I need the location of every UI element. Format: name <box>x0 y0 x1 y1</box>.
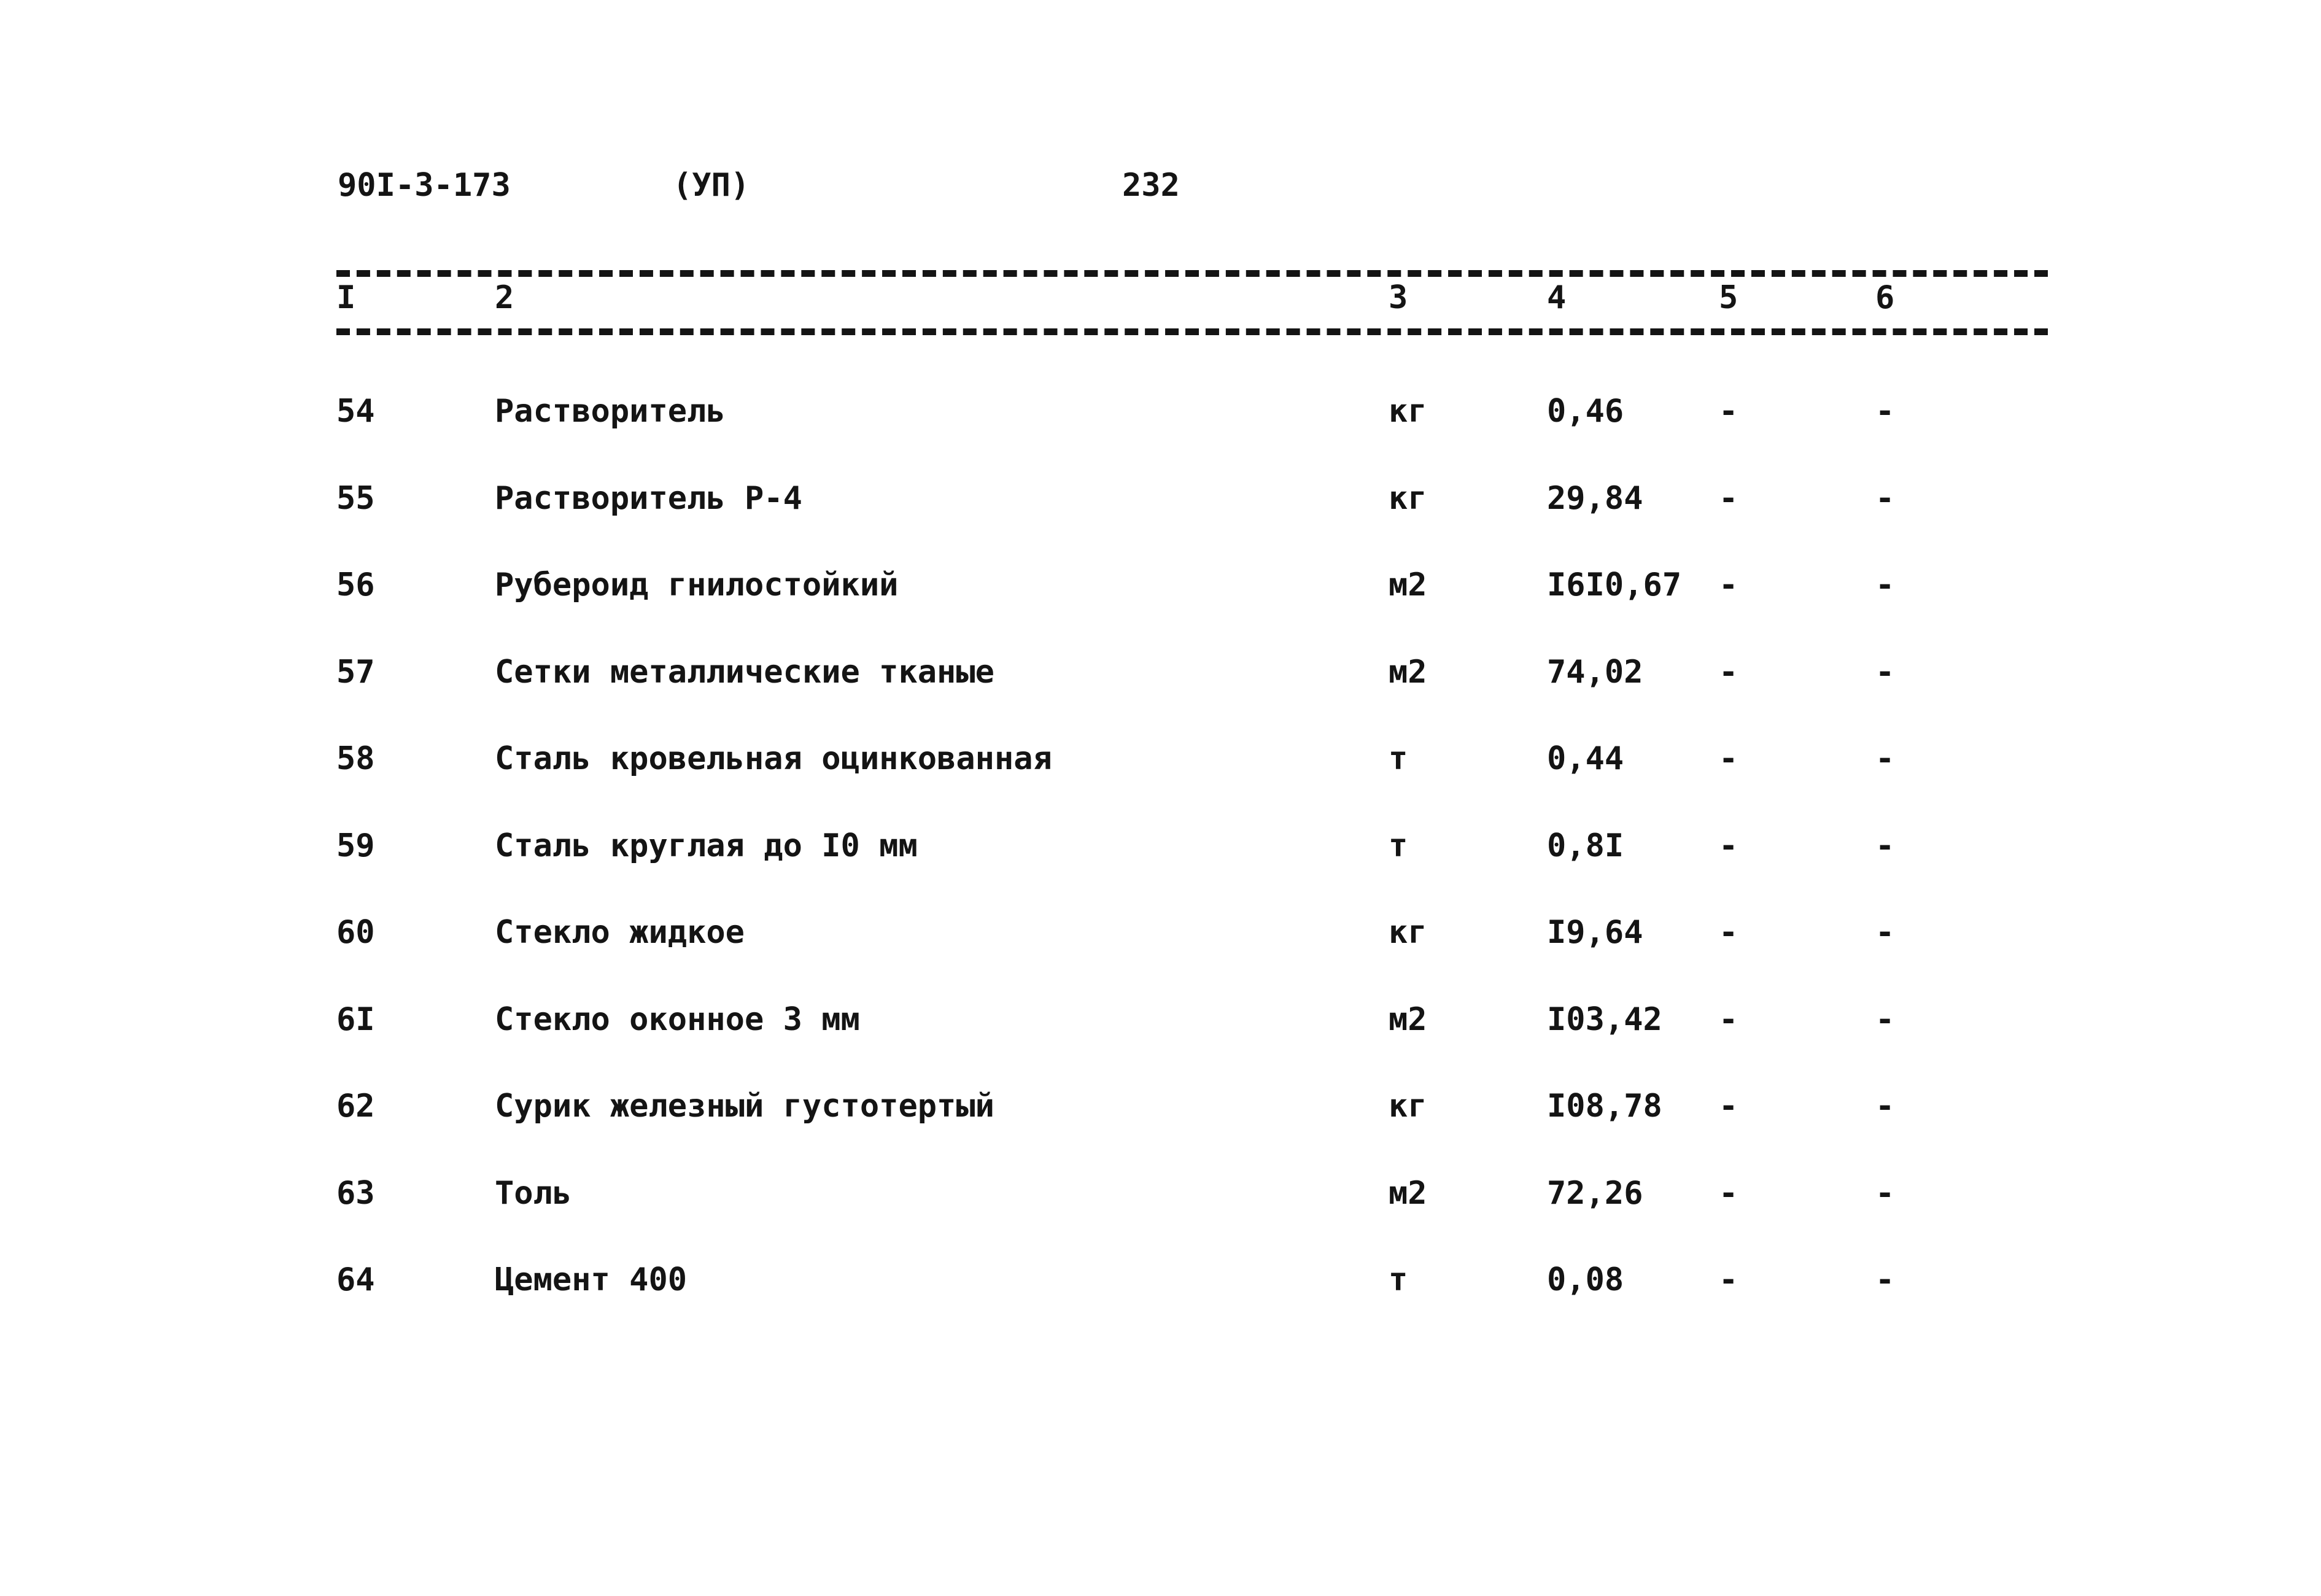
row-number: 63 <box>336 1174 375 1212</box>
column-6-value: - <box>1875 1001 1895 1038</box>
unit: м2 <box>1389 1174 1427 1212</box>
page-header <box>0 167 2321 216</box>
column-6-value: - <box>1875 479 1895 517</box>
unit: м2 <box>1389 653 1427 691</box>
row-number: 6I <box>336 1001 375 1038</box>
column-5-value: - <box>1719 479 1738 517</box>
column-number-1: I <box>336 279 356 316</box>
column-5-value: - <box>1719 653 1738 691</box>
column-6-value: - <box>1875 740 1895 777</box>
quantity: 74,02 <box>1547 653 1643 691</box>
material-name: Сурик железный густотертый <box>495 1088 994 1125</box>
material-name: Стекло оконное 3 мм <box>495 1001 860 1038</box>
column-number-3: 3 <box>1389 279 1408 316</box>
section-label: (УП) <box>673 167 750 204</box>
quantity: 0,44 <box>1547 740 1624 777</box>
table-row <box>0 827 2321 915</box>
material-name: Рубероид гнилостойкий <box>495 567 899 603</box>
table-row <box>0 1175 2321 1262</box>
material-name: Стекло жидкое <box>495 914 745 951</box>
quantity: 72,26 <box>1547 1174 1643 1212</box>
row-number: 59 <box>336 827 375 864</box>
column-6-value: - <box>1875 567 1895 603</box>
row-number: 54 <box>336 393 375 430</box>
column-number-5: 5 <box>1719 279 1738 316</box>
material-name: Растворитель Р-4 <box>495 479 802 517</box>
row-number: 56 <box>336 567 375 603</box>
material-name: Толь <box>495 1174 572 1212</box>
row-number: 60 <box>336 914 375 951</box>
column-6-value: - <box>1875 653 1895 691</box>
column-number-2: 2 <box>495 279 514 316</box>
column-number-4: 4 <box>1547 279 1567 316</box>
quantity: 29,84 <box>1547 479 1643 517</box>
table-row <box>0 480 2321 567</box>
row-number: 55 <box>336 479 375 517</box>
page-number: 232 <box>1122 167 1180 204</box>
table-row <box>0 567 2321 654</box>
table-row <box>0 1088 2321 1175</box>
column-5-value: - <box>1719 1261 1738 1298</box>
quantity: I08,78 <box>1547 1088 1662 1125</box>
table-header-divider <box>336 328 2048 335</box>
column-6-value: - <box>1875 914 1895 951</box>
quantity: 0,46 <box>1547 393 1624 430</box>
unit: т <box>1389 1261 1408 1298</box>
material-name: Сталь круглая до I0 мм <box>495 827 918 864</box>
material-name: Растворитель <box>495 393 726 430</box>
unit: м2 <box>1389 567 1427 603</box>
table-row <box>0 1261 2321 1349</box>
quantity: 0,8I <box>1547 827 1624 864</box>
column-6-value: - <box>1875 827 1895 864</box>
materials-table <box>0 393 2321 1349</box>
row-number: 64 <box>336 1261 375 1298</box>
row-number: 62 <box>336 1088 375 1125</box>
quantity: I6I0,67 <box>1547 567 1682 603</box>
material-name: Цемент 400 <box>495 1261 688 1298</box>
table-row <box>0 740 2321 827</box>
column-5-value: - <box>1719 827 1738 864</box>
unit: м2 <box>1389 1001 1427 1038</box>
column-5-value: - <box>1719 393 1738 430</box>
unit: кг <box>1389 1088 1427 1125</box>
unit: т <box>1389 740 1408 777</box>
column-5-value: - <box>1719 1174 1738 1212</box>
table-top-divider <box>336 270 2048 277</box>
column-number-row <box>0 279 2321 322</box>
table-row <box>0 654 2321 741</box>
column-6-value: - <box>1875 393 1895 430</box>
unit: кг <box>1389 393 1427 430</box>
quantity: I03,42 <box>1547 1001 1662 1038</box>
row-number: 57 <box>336 653 375 691</box>
table-row <box>0 1001 2321 1088</box>
table-row <box>0 393 2321 480</box>
document-code: 90I-3-173 <box>338 167 511 204</box>
material-name: Сталь кровельная оцинкованная <box>495 740 1052 777</box>
column-5-value: - <box>1719 1001 1738 1038</box>
column-5-value: - <box>1719 1088 1738 1125</box>
column-6-value: - <box>1875 1088 1895 1125</box>
table-row <box>0 914 2321 1001</box>
quantity: 0,08 <box>1547 1261 1624 1298</box>
row-number: 58 <box>336 740 375 777</box>
column-5-value: - <box>1719 740 1738 777</box>
unit: кг <box>1389 914 1427 951</box>
material-name: Сетки металлические тканые <box>495 653 994 691</box>
column-5-value: - <box>1719 567 1738 603</box>
unit: т <box>1389 827 1408 864</box>
column-6-value: - <box>1875 1174 1895 1212</box>
unit: кг <box>1389 479 1427 517</box>
column-number-6: 6 <box>1875 279 1895 316</box>
column-5-value: - <box>1719 914 1738 951</box>
column-6-value: - <box>1875 1261 1895 1298</box>
quantity: I9,64 <box>1547 914 1643 951</box>
